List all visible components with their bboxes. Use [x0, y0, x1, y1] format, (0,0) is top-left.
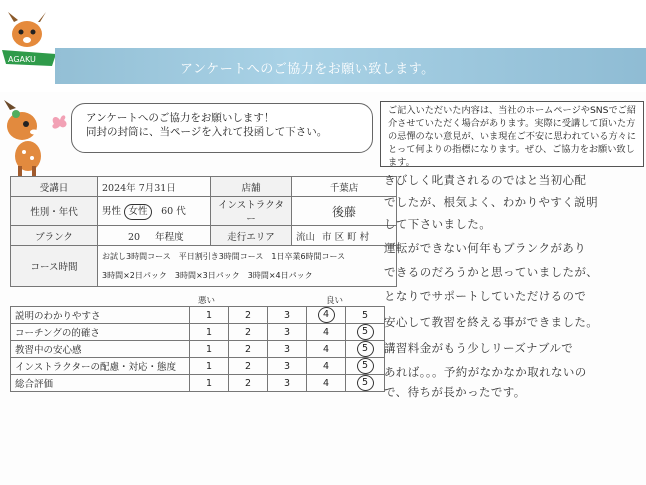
course-row-1: お試し3時間コース 平日割引き3時間コース 1日卒業6時間コース [102, 252, 346, 261]
rating-score-cell [229, 341, 268, 358]
store-label: 店舗 [211, 177, 292, 197]
rating-score-cell [346, 341, 385, 358]
rating-score-selected: 4 [318, 307, 335, 323]
comment-line: となりでサポートしていただけるので [384, 289, 587, 303]
rating-score-cell [307, 341, 346, 358]
comments-area [384, 172, 642, 399]
rating-table [10, 306, 385, 392]
rating-label: 説明のわかりやすさ [11, 307, 190, 324]
rating-score-cell [229, 358, 268, 375]
rating-score-cell [190, 324, 229, 341]
rating-label: コーチングの的確さ [11, 324, 190, 341]
rating-score-cell [346, 358, 385, 375]
age-value: 60 [161, 205, 174, 217]
rating-score: 4 [322, 377, 330, 389]
area-units: 市 区 町 村 [322, 231, 370, 243]
deer-logo-icon [0, 10, 60, 80]
rating-score-cell [268, 307, 307, 324]
rating-score: 1 [205, 309, 213, 321]
rating-score: 1 [205, 343, 213, 355]
comment-line: できるのだろうかと思っていましたが、 [384, 265, 599, 279]
rating-score: 3 [283, 326, 291, 338]
rating-score-cell [190, 375, 229, 392]
blank-cell [98, 226, 211, 246]
rating-score: 1 [205, 377, 213, 389]
rating-score-selected: 5 [357, 324, 374, 340]
female-option-circled: 女性 [124, 204, 152, 220]
rating-score: 2 [244, 360, 252, 372]
rating-score-cell [190, 358, 229, 375]
rating-label: インストラクターの配慮・対応・態度 [11, 358, 190, 375]
age-unit: 代 [176, 205, 186, 217]
rating-score: 2 [244, 309, 252, 321]
rating-score-cell [307, 307, 346, 324]
comment-line: 講習料金がもう少しリーズナブルで [384, 341, 574, 355]
rating-score: 2 [244, 377, 252, 389]
instructor-value: 後藤 [292, 197, 397, 226]
gender-label: 性別・年代 [11, 197, 98, 226]
comment-line: して下さいました。 [384, 217, 492, 231]
area-value: 流山 [296, 231, 316, 243]
rating-score-selected: 5 [357, 358, 374, 374]
rating-score-cell [268, 324, 307, 341]
male-option: 男性 [102, 205, 122, 217]
scale-high-label: 良い [326, 296, 344, 306]
page-header [0, 0, 646, 100]
area-cell [292, 226, 397, 246]
rating-score-cell [307, 324, 346, 341]
date-value: 2024年 7月31日 [98, 177, 211, 197]
rating-label: 総合評価 [11, 375, 190, 392]
blank-unit: 年程度 [155, 231, 184, 243]
rating-score: 3 [283, 309, 291, 321]
rating-score-cell [190, 341, 229, 358]
rating-score-cell [229, 307, 268, 324]
rating-score-cell [268, 341, 307, 358]
notice-text: ご記入いただいた内容は、当社のホームページやSNSでご紹介させていただく場合があります。実際に受講して頂いた方の忌憚のない意見が、いま現在ご不安に思われている方々にとって何よりの指標になります。ぜひ、ご協力をお願い致します。 [388, 105, 637, 168]
rating-score-selected: 5 [357, 341, 374, 357]
rating-score: 5 [361, 309, 369, 321]
rating-score-cell [346, 375, 385, 392]
rating-score-cell [268, 358, 307, 375]
rating-row [11, 324, 385, 341]
comment-line: きびしく叱責されるのではと当初心配 [384, 173, 587, 187]
rating-score-cell [229, 375, 268, 392]
deer-mascot-icon [2, 100, 72, 178]
rating-score-selected: 5 [357, 375, 374, 391]
rating-score: 1 [205, 326, 213, 338]
rating-score: 4 [322, 326, 330, 338]
info-table [10, 176, 397, 287]
logo-lettering: AGAKU [8, 55, 36, 64]
rating-score-cell [307, 375, 346, 392]
comment-line: あれば。。。予約がなかなか取れないの [384, 365, 587, 379]
rating-score: 4 [322, 343, 330, 355]
rating-score: 1 [205, 360, 213, 372]
speech-line-2: 同封の封筒に、当ページを入れて投函して下さい。 [86, 126, 328, 138]
course-cell [98, 246, 397, 287]
blank-label: ブランク [11, 226, 98, 246]
rating-score-cell [346, 307, 385, 324]
rating-score: 2 [244, 326, 252, 338]
rating-label: 教習中の安心感 [11, 341, 190, 358]
speech-text [86, 111, 327, 139]
rating-score: 3 [283, 343, 291, 355]
blank-value: 20 [128, 231, 141, 243]
rating-score-cell [307, 358, 346, 375]
store-value: 千葉店 [292, 177, 397, 197]
rating-score: 2 [244, 343, 252, 355]
course-label: コース時間 [11, 246, 98, 287]
scale-low-label: 悪い [198, 296, 216, 306]
rating-score: 3 [283, 360, 291, 372]
rating-row [11, 341, 385, 358]
rating-score: 4 [322, 360, 330, 372]
speech-line-1: アンケートへのご協力をお願いします！ [86, 112, 275, 124]
rating-score-cell [268, 375, 307, 392]
comment-line: で、待ちが長かったです。 [384, 385, 526, 399]
rating-row [11, 307, 385, 324]
comment-line: でしたが、根気よく、わかりやすく説明 [384, 195, 598, 209]
area-label: 走行エリア [211, 226, 292, 246]
rating-row [11, 358, 385, 375]
comment-line: 運転ができない何年もブランクがあり [384, 241, 587, 255]
rating-row [11, 375, 385, 392]
rating-score: 3 [283, 377, 291, 389]
rating-score-cell [346, 324, 385, 341]
course-row-2: 3時間×2日パック 3時間×3日パック 3時間×4日パック [102, 271, 313, 280]
gender-age-cell [98, 197, 211, 226]
rating-score-cell [229, 324, 268, 341]
rating-score-cell [190, 307, 229, 324]
instructor-label: インストラクター [211, 197, 292, 226]
date-label: 受講日 [11, 177, 98, 197]
comment-line: 安心して教習を終える事ができました。 [384, 315, 599, 329]
banner-title: アンケートへのご協力をお願い致します。 [180, 62, 435, 77]
